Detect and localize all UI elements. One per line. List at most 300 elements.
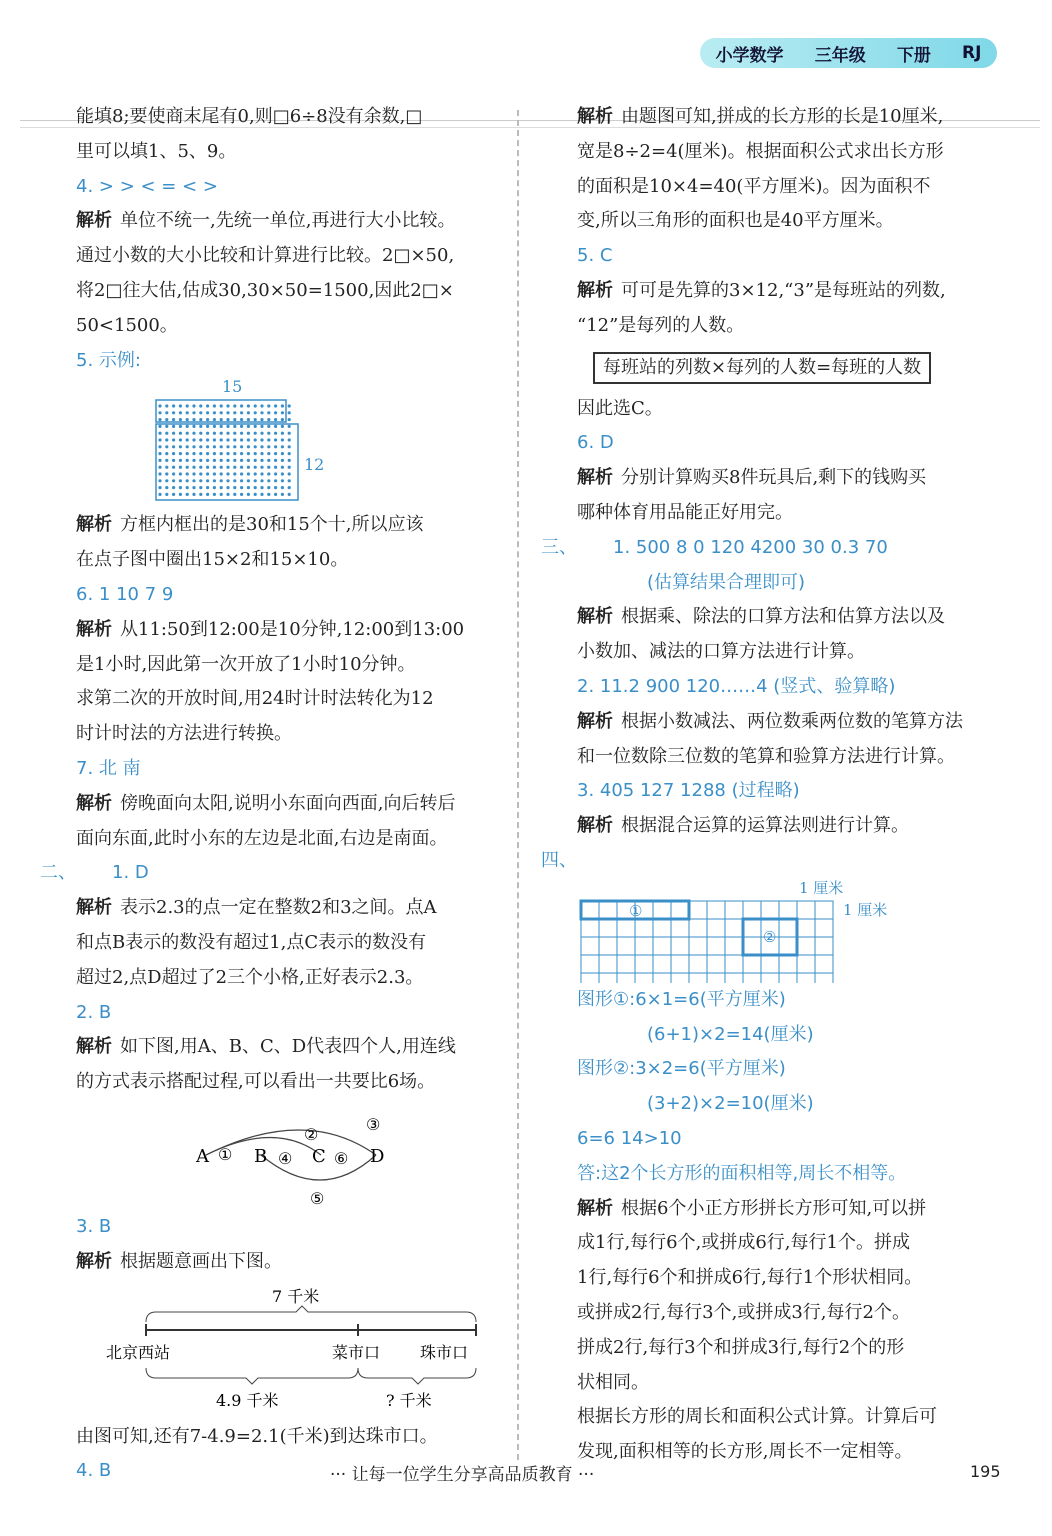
grid-cell <box>761 901 779 919</box>
road-top-brace <box>146 1306 476 1322</box>
dot <box>254 446 257 449</box>
grid-cell <box>617 919 635 937</box>
dot <box>172 412 175 415</box>
dot <box>240 412 243 415</box>
body-text: 根据6个小正方形拼长方形可知,可以拼 <box>621 1197 927 1219</box>
dot <box>179 432 182 435</box>
grid-label-top: 1 厘米 <box>799 878 844 897</box>
text-line <box>577 1052 1007 1087</box>
body-text: 分别计算购买8件玩具后,剩下的钱购买 <box>621 467 927 489</box>
dot <box>254 480 257 483</box>
dot <box>281 412 284 415</box>
edge-label-3: ③ <box>366 1114 381 1134</box>
dot <box>247 446 250 449</box>
dot <box>267 466 270 469</box>
dot <box>206 480 209 483</box>
dot <box>281 459 284 462</box>
text-line <box>76 1065 506 1100</box>
edition: RJ <box>961 43 982 63</box>
road-total: 7 千米 <box>272 1286 320 1306</box>
dot <box>274 432 277 435</box>
text-line <box>76 787 506 822</box>
grid-cell <box>635 955 653 973</box>
dot <box>172 452 175 455</box>
analysis-label: 解析 <box>577 1197 613 1219</box>
dot <box>281 452 284 455</box>
dot <box>172 439 175 442</box>
analysis-label: 解析 <box>76 514 112 536</box>
grid-cell <box>743 955 761 973</box>
dot <box>165 452 168 455</box>
text-line <box>76 543 506 578</box>
answer-text: 6. D <box>577 432 614 454</box>
text-line <box>76 1030 506 1065</box>
dot <box>240 493 243 496</box>
dot <box>158 418 161 421</box>
grid-cell <box>599 955 617 973</box>
grid-cell <box>617 973 635 983</box>
dot <box>254 473 257 476</box>
grid-cell <box>743 937 761 955</box>
dot <box>213 473 216 476</box>
grid-cell <box>653 973 671 983</box>
text-line <box>577 1087 1007 1122</box>
body-text: 根据题意画出下图。 <box>120 1250 282 1272</box>
answer-text: 图形②:3×2=6(平方厘米) <box>577 1058 786 1080</box>
dot <box>179 493 182 496</box>
body-text: 方框内框出的是30和15个十,所以应该 <box>120 514 424 536</box>
grid-cell <box>635 919 653 937</box>
dot <box>267 412 270 415</box>
grid-cell <box>779 955 797 973</box>
body-text: 小数加、减法的口算方法进行计算。 <box>577 641 865 663</box>
dot <box>226 412 229 415</box>
dot <box>165 446 168 449</box>
dot <box>186 480 189 483</box>
grid-cell <box>599 919 617 937</box>
text-line <box>577 1400 1007 1435</box>
dot <box>233 493 236 496</box>
dot <box>233 425 236 428</box>
text-line <box>577 635 1007 670</box>
dot <box>165 486 168 489</box>
edge-label-5: ⑤ <box>310 1188 325 1208</box>
dot <box>247 480 250 483</box>
dot <box>267 405 270 408</box>
dot <box>179 459 182 462</box>
text-line <box>76 717 506 752</box>
grid-cell <box>671 919 689 937</box>
dot <box>158 405 161 408</box>
station-caishikou: 菜市口 <box>332 1342 381 1362</box>
text-line <box>76 100 506 135</box>
body-text: 发现,面积相等的长方形,周长不一定相等。 <box>577 1441 913 1463</box>
dot <box>192 493 195 496</box>
dot <box>247 493 250 496</box>
dot <box>274 418 277 421</box>
dot <box>260 459 263 462</box>
dot <box>186 446 189 449</box>
dot <box>206 432 209 435</box>
dot <box>192 425 195 428</box>
grid-cell <box>689 973 707 983</box>
station-zhushikou: 珠市口 <box>420 1342 469 1362</box>
dot <box>206 466 209 469</box>
dot <box>165 466 168 469</box>
dot <box>267 425 270 428</box>
dot <box>213 493 216 496</box>
dot <box>254 439 257 442</box>
dot <box>199 412 202 415</box>
dot <box>260 439 263 442</box>
dot <box>288 405 291 408</box>
text-line <box>577 170 1007 205</box>
dot <box>254 486 257 489</box>
dot <box>220 486 223 489</box>
answer-text: 1. 500 8 0 120 4200 30 0.3 70 <box>613 536 888 558</box>
answer-text: 4. > > < = < > <box>76 175 218 197</box>
dot <box>165 459 168 462</box>
dot <box>158 486 161 489</box>
grid-cell <box>743 973 761 983</box>
dot <box>288 493 291 496</box>
text-line <box>76 170 506 205</box>
dot <box>233 486 236 489</box>
dot <box>247 473 250 476</box>
answer-text: (6+1)×2=14(厘米) <box>647 1023 814 1045</box>
square-grid <box>581 901 833 983</box>
grid-cell <box>707 937 725 955</box>
dot <box>220 439 223 442</box>
text-line <box>76 926 506 961</box>
dot <box>247 432 250 435</box>
dot <box>254 452 257 455</box>
column-divider <box>517 110 519 1460</box>
grid-cell <box>743 901 761 919</box>
text-line <box>577 239 1007 274</box>
dot <box>213 459 216 462</box>
dot <box>199 466 202 469</box>
dot <box>220 425 223 428</box>
dot <box>260 480 263 483</box>
right-column <box>541 100 1007 1470</box>
dot <box>199 459 202 462</box>
answer-text: 6. 1 10 7 9 <box>76 583 174 605</box>
dot <box>240 452 243 455</box>
dot <box>172 473 175 476</box>
body-text: 根据小数减法、两位数乘两位数的笔算方法 <box>621 710 963 732</box>
dot <box>267 473 270 476</box>
body-text: 状相同。 <box>577 1371 649 1393</box>
dot <box>247 425 250 428</box>
dot <box>240 446 243 449</box>
text-line <box>76 891 506 926</box>
body-text: 的面积是10×4=40(平方厘米)。因为面积不 <box>577 175 931 197</box>
dot <box>226 486 229 489</box>
dot <box>192 459 195 462</box>
grid-cell <box>689 955 707 973</box>
dot <box>199 439 202 442</box>
grid-cell <box>815 901 833 919</box>
body-text: 1行,每行6个和拼成6行,每行1个形状相同。 <box>577 1267 923 1289</box>
dot <box>281 418 284 421</box>
answer-text: 2. B <box>76 1001 112 1023</box>
dot <box>179 439 182 442</box>
dot <box>220 432 223 435</box>
grid-cell <box>671 901 689 919</box>
dot <box>226 493 229 496</box>
analysis-label: 解析 <box>577 710 613 732</box>
grid-cell <box>761 973 779 983</box>
answer-text: (估算结果合理即可) <box>647 571 806 593</box>
grid-cell <box>653 901 671 919</box>
dot <box>213 432 216 435</box>
answer-text: (3+2)×2=10(厘米) <box>647 1093 814 1115</box>
body-text: 50<1500。 <box>76 314 178 336</box>
dot <box>226 480 229 483</box>
dot <box>172 486 175 489</box>
dot <box>186 425 189 428</box>
dot <box>247 418 250 421</box>
dot <box>288 412 291 415</box>
grid-cell <box>689 937 707 955</box>
grid-cell <box>797 955 815 973</box>
text-line <box>577 600 1007 635</box>
text-line <box>577 426 1007 461</box>
dot <box>213 425 216 428</box>
dot <box>179 412 182 415</box>
dot <box>274 493 277 496</box>
dot <box>213 405 216 408</box>
answer-text: 答:这2个长方形的面积相等,周长不相等。 <box>577 1162 907 1184</box>
answer-text: 3. 405 127 1288 (过程略) <box>577 780 800 802</box>
dot <box>179 466 182 469</box>
body-text: 表示2.3的点一定在整数2和3之间。点A <box>120 897 437 919</box>
text-line <box>577 392 1007 427</box>
body-text: 和点B表示的数没有超过1,点C表示的数没有 <box>76 931 427 953</box>
text-line <box>577 1226 1007 1261</box>
answer-text: 3. B <box>76 1215 112 1237</box>
dot <box>247 452 250 455</box>
text-line <box>76 996 506 1031</box>
grid-cell <box>725 901 743 919</box>
dot <box>186 459 189 462</box>
grid-cell <box>635 973 653 983</box>
dot <box>247 412 250 415</box>
dot <box>206 418 209 421</box>
node-b: B <box>254 1145 268 1167</box>
text-line <box>76 309 506 344</box>
body-text: 单位不统一,先统一单位,再进行大小比较。 <box>120 210 456 232</box>
analysis-label: 解析 <box>76 1250 112 1272</box>
dot <box>199 432 202 435</box>
edge-label-4: ④ <box>278 1148 293 1168</box>
grid-cell <box>617 937 635 955</box>
body-text: 宽是8÷2=4(厘米)。根据面积公式求出长方形 <box>577 140 944 162</box>
grid-cell <box>815 919 833 937</box>
dot <box>206 425 209 428</box>
answer-text: 2. 11.2 900 120……4 (竖式、验算略) <box>577 675 896 697</box>
dot <box>220 459 223 462</box>
dot <box>247 439 250 442</box>
body-text: 傍晚面向太阳,说明小东面向西面,向后转后 <box>120 792 456 814</box>
dot-top-label: 15 <box>222 378 243 397</box>
dot <box>179 486 182 489</box>
dot <box>274 412 277 415</box>
dot <box>186 432 189 435</box>
dot <box>192 405 195 408</box>
dot <box>206 459 209 462</box>
subject: 小学数学 <box>715 45 784 66</box>
dot <box>165 418 168 421</box>
dot <box>274 480 277 483</box>
road-brace-2 <box>358 1368 476 1384</box>
grid-cell <box>797 919 815 937</box>
dot <box>274 405 277 408</box>
dot <box>260 405 263 408</box>
text-line <box>577 1018 1007 1053</box>
dot <box>158 439 161 442</box>
dot <box>220 452 223 455</box>
dot <box>233 432 236 435</box>
dot <box>288 452 291 455</box>
body-text: 由题图可知,拼成的长方形的长是10厘米, <box>621 106 944 127</box>
grid-cell <box>761 955 779 973</box>
dot <box>226 418 229 421</box>
analysis-label: 解析 <box>577 606 613 628</box>
dot <box>179 480 182 483</box>
dot <box>240 473 243 476</box>
dot <box>213 480 216 483</box>
dot <box>274 452 277 455</box>
body-text: 因此选C。 <box>577 397 663 419</box>
text-line <box>76 1210 506 1245</box>
dot <box>240 466 243 469</box>
body-text: 拼成2行,每行3个和拼成3行,每行2个的形 <box>577 1336 905 1358</box>
analysis-label: 解析 <box>76 618 112 640</box>
dot <box>158 473 161 476</box>
grid-cell <box>671 937 689 955</box>
dot <box>233 412 236 415</box>
dot <box>220 473 223 476</box>
grid-cell <box>707 901 725 919</box>
dot <box>226 432 229 435</box>
dot <box>165 493 168 496</box>
analysis-label: 解析 <box>76 210 112 232</box>
dot <box>199 493 202 496</box>
station-west: 北京西站 <box>106 1342 171 1362</box>
dot <box>186 486 189 489</box>
dot <box>158 425 161 428</box>
text-line <box>577 670 1007 705</box>
grid-cell <box>815 955 833 973</box>
dot <box>226 446 229 449</box>
dot <box>158 452 161 455</box>
dot <box>165 480 168 483</box>
dot <box>165 425 168 428</box>
body-text: 在点子图中圈出15×2和15×10。 <box>76 549 349 571</box>
dot <box>260 493 263 496</box>
dot <box>281 425 284 428</box>
analysis-label: 解析 <box>577 467 613 489</box>
answer-text: 6=6 14>10 <box>577 1127 682 1149</box>
dot <box>172 480 175 483</box>
dot <box>274 473 277 476</box>
text-line <box>76 682 506 717</box>
grid-cell <box>653 955 671 973</box>
dot <box>233 405 236 408</box>
body-text: 根据混合运算的运算法则进行计算。 <box>621 815 909 837</box>
text-line <box>577 1122 1007 1157</box>
dot <box>281 432 284 435</box>
dot <box>267 446 270 449</box>
body-text: 如下图,用A、B、C、D代表四个人,用连线 <box>120 1036 456 1058</box>
dot <box>274 446 277 449</box>
volume: 下册 <box>896 45 931 66</box>
text-line <box>577 1331 1007 1366</box>
body-text: 的方式表示搭配过程,可以看出一共要比6场。 <box>76 1071 436 1093</box>
dot <box>213 466 216 469</box>
dot <box>179 473 182 476</box>
dot <box>281 446 284 449</box>
dot-figure <box>76 378 336 508</box>
match-figure <box>76 1100 476 1210</box>
node-a: A <box>196 1145 209 1167</box>
dot <box>233 418 236 421</box>
dot <box>281 466 284 469</box>
text-line <box>577 496 1007 531</box>
dot <box>158 459 161 462</box>
body-text: 时计时法的方法进行转换。 <box>76 723 292 745</box>
dot <box>213 439 216 442</box>
grid-cell <box>725 973 743 983</box>
text-line <box>76 274 506 309</box>
dot <box>165 473 168 476</box>
dot <box>199 480 202 483</box>
dot <box>186 473 189 476</box>
dot <box>240 418 243 421</box>
text-line <box>577 1435 1007 1470</box>
dot <box>226 466 229 469</box>
dot <box>192 452 195 455</box>
text-line <box>76 613 506 648</box>
text-line <box>76 648 506 683</box>
body-text: 根据长方形的周长和面积公式计算。计算后可 <box>577 1406 937 1428</box>
shape-2-label: ② <box>763 927 777 946</box>
grid-cell <box>581 937 599 955</box>
grid-cell <box>599 901 617 919</box>
dot-grid <box>158 405 290 497</box>
dot <box>206 473 209 476</box>
text-line <box>76 344 506 379</box>
grid-cell <box>581 955 599 973</box>
dot <box>274 486 277 489</box>
dot <box>165 432 168 435</box>
dot <box>267 480 270 483</box>
answer-text: 7. 北 南 <box>76 757 141 779</box>
body-text: 将2□往大估,估成30,30×50=1500,因此2□× <box>76 279 454 301</box>
grid-cell <box>707 955 725 973</box>
body-text: 从11:50到12:00是10分钟,12:00到13:00 <box>120 618 465 640</box>
dot <box>213 486 216 489</box>
text-line <box>577 1366 1007 1401</box>
dot <box>226 439 229 442</box>
dot <box>240 432 243 435</box>
seg1-label: 4.9 千米 <box>216 1390 279 1410</box>
dot <box>186 439 189 442</box>
dot <box>172 446 175 449</box>
dot <box>206 486 209 489</box>
